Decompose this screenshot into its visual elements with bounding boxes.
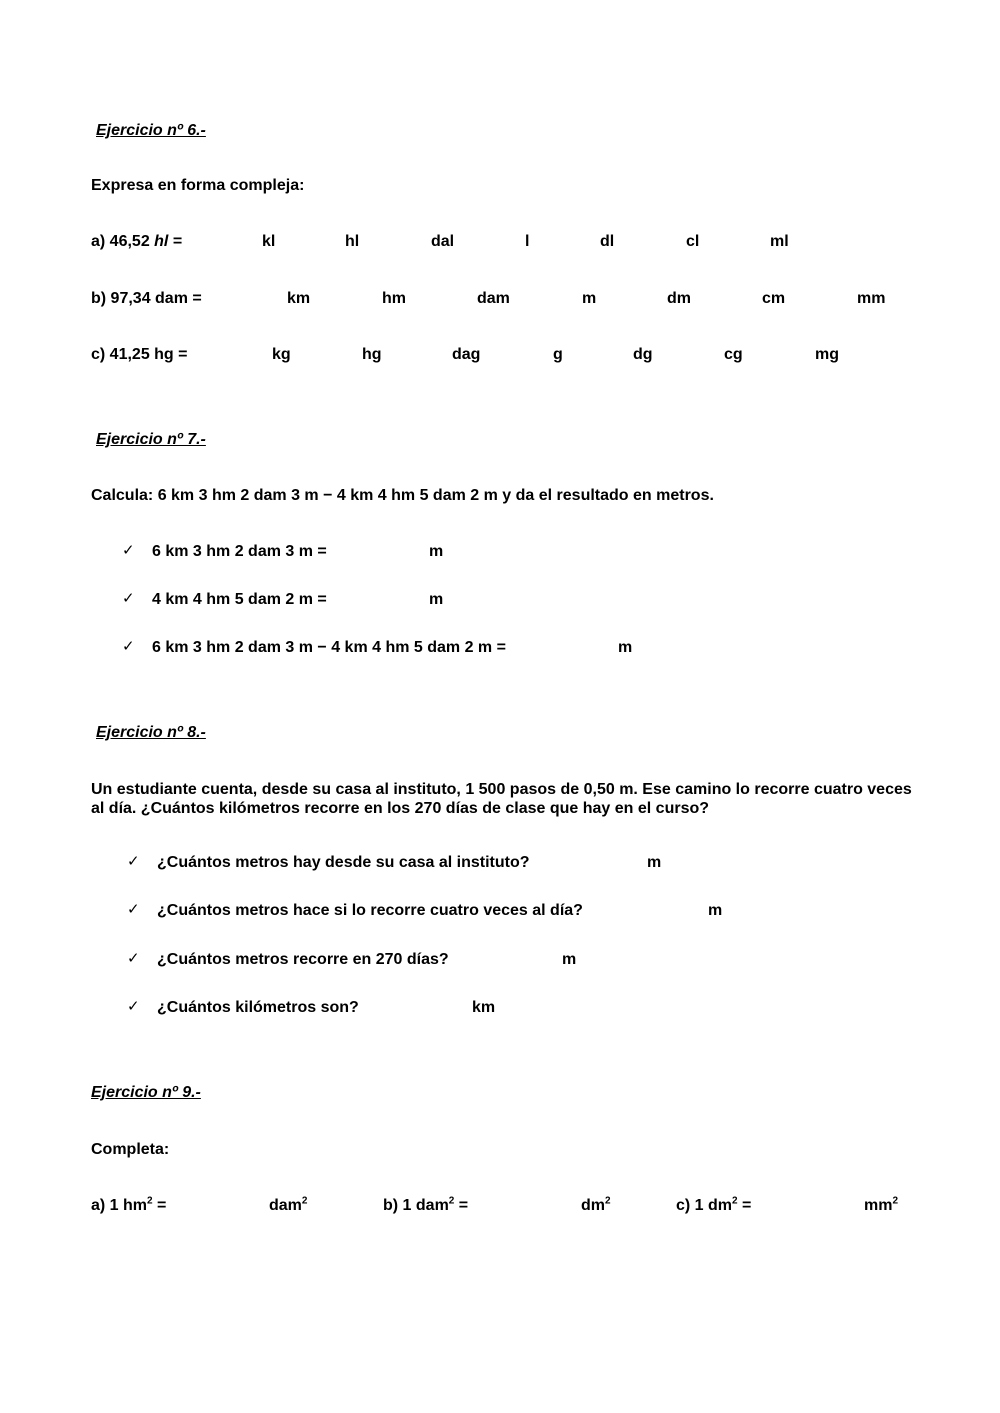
ex6-row-b-unit-3: dam [477,290,510,307]
ex9-item-a-unit: dam [269,1197,302,1214]
ex7-item-1-unit: m [429,543,444,560]
check-icon: ✓ [127,950,140,967]
ex8-item-3-text: ¿Cuántos metros recorre en 270 días? [157,951,449,968]
ex9-item-c-sup: 2 [732,1195,738,1207]
ex6-row-c-input-5[interactable] [572,343,628,367]
ex6-row-a-unit-1: kl [262,233,276,250]
ex9-item-c-input[interactable] [764,1194,860,1218]
ex9-instruction: Completa: [91,1141,170,1158]
check-icon: ✓ [127,853,140,870]
ex6-row-b-unit-1: km [287,290,311,307]
ex6-row-a-unit-2: hl [345,233,360,250]
ex8-item-2-text: ¿Cuántos metros hace si lo recorre cuatro veces al día? [157,902,583,919]
ex6-row-c-unit-3: dag [452,346,481,363]
check-icon: ✓ [127,998,140,1015]
ex8-item-1-unit: m [647,854,662,871]
ex9-item-b-eq: = [454,1197,469,1214]
ex6-row-c-unit-5: dg [633,346,653,363]
ex6-row-c-input-1[interactable] [212,343,268,367]
ex9-item-c-unit-sup: 2 [892,1195,899,1207]
ex9-item-a-input[interactable] [178,1194,266,1218]
ex9-item-c-unit: mm [864,1197,893,1214]
ex9-item-b-label [383,1197,468,1215]
ex6-row-a-input-5[interactable] [545,230,593,254]
ex9-item-a-sup: 2 [147,1195,153,1207]
ex6-row-a-input-4[interactable] [472,230,520,254]
ex6-instruction: Expresa en forma compleja: [91,177,305,194]
ex7-item-2-unit: m [429,591,444,608]
ex8-item-1-input[interactable] [556,851,644,875]
ex6-row-a-label [91,233,182,251]
ex6-row-b-input-1[interactable] [230,287,286,311]
ex8-problem: Un estudiante cuenta, desde su casa al instituto, 1 500 pasos de 0,50 m. Ese camino lo recorre cuatro veces al día. ¿Cuántos kilómetros recorre en los 270 días de clase que hay en el curso? [91,781,912,817]
ex7-item-3-input[interactable] [532,636,616,660]
ex9-heading: Ejercicio nº 9.- [91,1084,201,1101]
ex6-row-b-unit-7: mm [857,290,886,307]
ex6-row-c-unit-6: cg [724,346,743,363]
ex9-item-a-eq: = [152,1197,167,1214]
ex8-item-2-input[interactable] [612,899,704,923]
ex6-row-c-input-6[interactable] [664,343,720,367]
ex7-item-3-unit: m [618,639,633,656]
ex9-item-b-unit-label [581,1197,611,1215]
ex6-row-b-unit-4: m [582,290,597,307]
ex7-item-1-text: 6 km 3 hm 2 dam 3 m = [152,543,327,560]
ex6-row-b-input-7[interactable] [796,287,852,311]
ex7-item-1-input[interactable] [342,540,426,564]
ex6-row-b-unit-5: dm [667,290,691,307]
ex6-row-b-unit-6: cm [762,290,786,307]
ex8-heading: Ejercicio nº 8.- [96,724,206,741]
ex7-item-2-input[interactable] [342,588,426,612]
ex6-row-c-label: c) 41,25 hg = [91,346,188,363]
ex6-row-c-input-7[interactable] [754,343,810,367]
ex6-row-a-unit-6: cl [686,233,700,250]
ex7-heading: Ejercicio nº 7.- [96,431,206,448]
ex9-item-c-prefix: c) 1 dm [676,1197,733,1214]
ex7-item-3-text: 6 km 3 hm 2 dam 3 m − 4 km 4 hm 5 dam 2 m = [152,639,506,656]
ex6-row-c-unit-4: g [553,346,563,363]
ex8-item-3-input[interactable] [470,948,558,972]
ex8-item-1-text: ¿Cuántos metros hay desde su casa al instituto? [157,854,530,871]
ex6-row-c-unit-2: hg [362,346,382,363]
ex8-item-4-text: ¿Cuántos kilómetros son? [157,999,359,1016]
ex6-row-c-input-2[interactable] [302,343,358,367]
ex6-row-c-input-4[interactable] [494,343,550,367]
ex6-row-a-input-6[interactable] [630,230,678,254]
ex6-row-c-unit-1: kg [272,346,291,363]
ex6-row-b-input-4[interactable] [522,287,578,311]
ex6-row-a-input-2[interactable] [296,230,344,254]
ex6-row-c-unit-7: mg [815,346,839,363]
check-icon: ✓ [127,901,140,918]
ex9-item-a-unit-label [269,1197,307,1215]
ex6-row-a-label-unit: hl [154,233,169,250]
ex6-row-a-input-7[interactable] [714,230,762,254]
ex6-row-a-label-pre: a) 46,52 [91,233,155,250]
ex7-instruction: Calcula: 6 km 3 hm 2 dam 3 m − 4 km 4 hm 5 dam 2 m y da el resultado en metros. [91,487,714,504]
ex8-item-3-unit: m [562,951,577,968]
ex7-item-2-text: 4 km 4 hm 5 dam 2 m = [152,591,327,608]
ex8-item-4-input[interactable] [376,996,468,1020]
ex6-row-a-label-post: = [168,233,183,250]
ex9-item-a-label [91,1197,166,1215]
ex6-row-b-unit-2: hm [382,290,406,307]
check-icon: ✓ [122,590,135,607]
ex9-item-a-prefix: a) 1 hm [91,1197,148,1214]
ex6-heading: Ejercicio nº 6.- [96,122,206,139]
ex6-row-a-unit-4: l [525,233,530,250]
ex6-row-b-input-6[interactable] [702,287,758,311]
ex8-item-4-unit: km [472,999,496,1016]
ex6-row-b-input-2[interactable] [322,287,378,311]
ex6-row-a-input-3[interactable] [379,230,427,254]
ex6-row-a-unit-5: dl [600,233,615,250]
check-icon: ✓ [122,638,135,655]
ex9-item-c-eq: = [737,1197,752,1214]
ex6-row-a-input-1[interactable] [214,230,262,254]
ex6-row-b-label: b) 97,34 dam = [91,290,202,307]
ex6-row-a-unit-3: dal [431,233,455,250]
ex6-row-b-input-5[interactable] [606,287,662,311]
ex8-item-2-unit: m [708,902,723,919]
check-icon: ✓ [122,542,135,559]
ex9-item-b-prefix: b) 1 dam [383,1197,449,1214]
ex9-item-b-unit-sup: 2 [605,1195,611,1207]
ex9-item-c-unit-label [864,1197,898,1215]
ex6-row-a-unit-7: ml [770,233,789,250]
ex9-item-c-label [676,1197,751,1215]
ex9-item-b-sup: 2 [448,1195,455,1207]
ex6-row-b-input-3[interactable] [416,287,472,311]
ex9-item-a-unit-sup: 2 [301,1195,308,1207]
ex6-row-c-input-3[interactable] [392,343,448,367]
ex9-item-b-unit: dm [581,1197,605,1214]
ex9-item-b-input[interactable] [482,1194,578,1218]
